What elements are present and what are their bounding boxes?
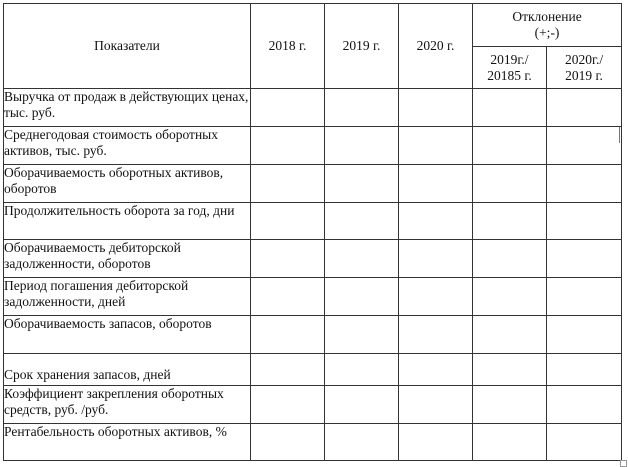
cell-deviation-2020 (547, 424, 622, 461)
table-row (4, 165, 622, 203)
cell-2018 (251, 316, 325, 354)
header-deviation-2019-line2: 20185 г. (487, 67, 532, 83)
cell-deviation-2019 (473, 278, 547, 316)
cell-2019 (325, 278, 399, 316)
header-year-2020: 2020 г. (399, 4, 473, 89)
cell-2018 (251, 278, 325, 316)
header-deviation-sign: (+;-) (534, 25, 560, 40)
cell-2019 (325, 89, 399, 127)
table-row (4, 424, 622, 461)
cell-2018 (251, 203, 325, 240)
header-deviation (473, 4, 622, 47)
header-indicators: Показатели (4, 4, 251, 89)
row-label: Среднегодовая стоимость оборотных активов, тыс. руб. (4, 127, 251, 165)
header-deviation-2019-line1: 2019г./ (490, 51, 529, 67)
cell-deviation-2019 (473, 203, 547, 240)
table-row (4, 316, 622, 354)
table-row (4, 278, 622, 316)
table-row (4, 354, 622, 386)
cell-2018 (251, 89, 325, 127)
header-deviation-2020-line1: 2020г./ (564, 51, 604, 67)
indicators-table (3, 3, 622, 461)
row-label: Срок хранения запасов, дней (4, 354, 251, 386)
cell-deviation-2020 (547, 89, 622, 127)
cell-deviation-2020 (547, 127, 622, 165)
cell-2020 (399, 386, 473, 424)
header-deviation-2019 (473, 47, 547, 89)
cell-deviation-2019 (473, 165, 547, 203)
row-label: Выручка от продаж в действующих ценах, тыс. руб. (4, 89, 251, 127)
table-row (4, 89, 622, 127)
cell-deviation-2020 (547, 240, 622, 278)
cell-deviation-2019 (473, 386, 547, 424)
cell-2019 (325, 386, 399, 424)
cell-2019 (325, 354, 399, 386)
cell-2020 (399, 278, 473, 316)
cell-2020 (399, 89, 473, 127)
cell-2020 (399, 165, 473, 203)
row-label: Оборачиваемость запасов, оборотов (4, 316, 251, 354)
row-label: Рентабельность оборотных активов, % (4, 424, 251, 461)
cell-2018 (251, 240, 325, 278)
cell-deviation-2019 (473, 240, 547, 278)
cell-deviation-2020 (547, 316, 622, 354)
header-deviation-title: Отклонение (512, 9, 582, 24)
cell-2018 (251, 354, 325, 386)
cell-deviation-2020 (547, 386, 622, 424)
cell-2020 (399, 316, 473, 354)
cell-deviation-2019 (473, 424, 547, 461)
cell-2018 (251, 127, 325, 165)
cell-2018 (251, 386, 325, 424)
text-cursor-mark (619, 127, 620, 143)
header-year-2019: 2019 г. (325, 4, 399, 89)
cell-2019 (325, 240, 399, 278)
row-label: Оборачиваемость дебиторской задолженности, оборотов (4, 240, 251, 278)
table-row (4, 203, 622, 240)
header-deviation-2020-line2: 2019 г. (565, 67, 603, 83)
row-label: Продолжительность оборота за год, дни (4, 203, 251, 240)
cell-2018 (251, 165, 325, 203)
table-row (4, 127, 622, 165)
cell-deviation-2020 (547, 354, 622, 386)
cell-deviation-2019 (473, 89, 547, 127)
cell-2020 (399, 203, 473, 240)
row-label: Коэффициент закрепления оборотных средств, руб. /руб. (4, 386, 251, 424)
cell-2020 (399, 127, 473, 165)
cell-2018 (251, 424, 325, 461)
table-row (4, 386, 622, 424)
cell-deviation-2020 (547, 165, 622, 203)
header-year-2018: 2018 г. (251, 4, 325, 89)
cell-deviation-2020 (547, 203, 622, 240)
cell-deviation-2019 (473, 316, 547, 354)
header-deviation-2020 (547, 47, 622, 89)
cell-deviation-2020 (547, 278, 622, 316)
cell-2019 (325, 165, 399, 203)
cell-2020 (399, 424, 473, 461)
table-resize-handle[interactable] (620, 460, 627, 467)
row-label: Оборачиваемость оборотных активов, оборотов (4, 165, 251, 203)
row-label: Период погашения дебиторской задолженности, дней (4, 278, 251, 316)
table-row (4, 240, 622, 278)
cell-2020 (399, 240, 473, 278)
cell-2020 (399, 354, 473, 386)
cell-2019 (325, 424, 399, 461)
cell-deviation-2019 (473, 127, 547, 165)
cell-2019 (325, 316, 399, 354)
cell-2019 (325, 127, 399, 165)
cell-deviation-2019 (473, 354, 547, 386)
cell-2019 (325, 203, 399, 240)
